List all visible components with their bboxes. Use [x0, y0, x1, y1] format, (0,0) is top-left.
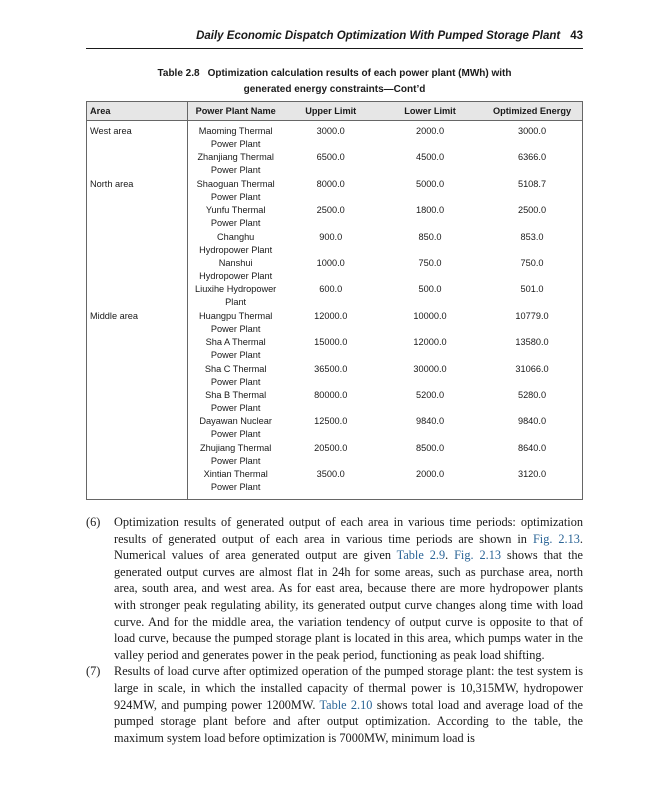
cell-optimized-energy: 5280.0 [517, 389, 547, 400]
plant-name-line: Hydropower Plant [199, 244, 273, 255]
cell-optimized-energy: 501.0 [520, 284, 544, 295]
table-row [87, 283, 583, 309]
cell-area [87, 389, 188, 415]
plant-name-line: Power Plant [210, 323, 261, 334]
cross-reference-link[interactable]: Table 2.9 [396, 548, 446, 563]
table-caption-line1: Optimization calculation results of each power plant (MWh) with [207, 68, 512, 79]
cell-plant-name [187, 389, 283, 415]
text-segment: shows that the generated output curves are almost flat in 24h for some areas, such as purchase area, north area, south area, and west area. As for east area, because there are more hydropower plants with stronger peak regulating ability, its generated output curve changes along time with load curve. And for the middle area, the variation tendency of output curve is opposite to that of load curve, because the pumped storage plant is located in this area, which pumps water in the valley period and generates power in the peak period, functioning as peak load shifting. [114, 548, 583, 662]
text-segment: Optimization results of generated output of each area in various time periods: optimization results of generated output of each area in various time periods are shown in [114, 515, 583, 546]
cell-plant-name [187, 178, 283, 204]
cell-area [87, 415, 188, 441]
table-row [87, 389, 583, 415]
cell-area: Middle area [87, 310, 188, 336]
cell-optimized-energy: 8640.0 [517, 442, 547, 453]
paragraph-text [114, 514, 583, 663]
plant-name-line: Liuxihe Hydropower [195, 284, 277, 295]
cell-area [87, 204, 188, 230]
table-row [87, 415, 583, 441]
plant-name-line: Huangpu Thermal [198, 310, 273, 321]
cell-area [87, 442, 188, 468]
body-text [86, 514, 583, 746]
cross-reference-link[interactable]: Fig. 2.13 [532, 531, 580, 546]
plant-name-line: Power Plant [210, 350, 261, 361]
plant-name-line: Power Plant [210, 191, 261, 202]
table-row [87, 178, 583, 204]
cell-upper-limit: 80000.0 [314, 389, 348, 400]
cell-area [87, 468, 188, 500]
plant-name-line: Zhujiang Thermal [199, 442, 272, 453]
cell-area [87, 283, 188, 309]
table-row [87, 310, 583, 336]
cell-lower-limit: 12000.0 [413, 337, 447, 348]
plant-name-line: Dayawan Nuclear [199, 416, 272, 427]
plant-name-line: Shaoguan Thermal [196, 178, 275, 189]
cell-optimized-energy: 3000.0 [517, 126, 547, 136]
plant-name-line: Hydropower Plant [199, 270, 273, 281]
col-header-plant-name: Power Plant Name [187, 102, 283, 121]
cell-upper-limit: 1000.0 [316, 257, 345, 268]
plant-name-line: Power Plant [210, 482, 261, 493]
results-table [86, 101, 583, 500]
cell-lower-limit: 30000.0 [413, 363, 447, 374]
running-head [86, 30, 583, 42]
text-segment: . [445, 548, 455, 563]
cell-plant-name [187, 415, 283, 441]
col-header-optimized-energy: Optimized Energy [482, 102, 582, 121]
cell-plant-name [187, 363, 283, 389]
paragraph-number: (6) [86, 515, 101, 529]
text-segment: Results of load curve after optimized operation of the pumped storage plant: the test system is large in scale, in which the installed capacity of thermal power is 10,315MW, hydropower 924MW, and pumping power 1200MW. [114, 664, 583, 712]
cross-reference-link[interactable]: Fig. 2.13 [454, 548, 502, 563]
cell-lower-limit: 850.0 [418, 231, 442, 242]
cell-lower-limit: 2000.0 [415, 469, 445, 480]
cell-optimized-energy: 31066.0 [515, 363, 549, 374]
table-caption [86, 66, 583, 98]
cell-lower-limit: 8500.0 [415, 442, 445, 453]
col-header-upper-limit: Upper Limit [283, 102, 378, 121]
cell-upper-limit: 36500.0 [314, 363, 348, 374]
plant-name-line: Power Plant [210, 165, 261, 176]
table-caption-label: Table 2.8 [157, 68, 200, 79]
cell-plant-name [187, 151, 283, 177]
table-body [87, 121, 583, 500]
cell-plant-name [187, 257, 283, 283]
cell-area [87, 336, 188, 362]
cell-lower-limit: 10000.0 [413, 310, 447, 321]
plant-name-line: Power Plant [210, 429, 261, 440]
cell-lower-limit: 1800.0 [415, 205, 445, 216]
cell-plant-name [187, 310, 283, 336]
plant-name-line: Nanshui [218, 257, 253, 268]
cell-lower-limit: 2000.0 [415, 126, 445, 136]
cell-lower-limit: 9840.0 [415, 416, 445, 427]
table-row [87, 257, 583, 283]
cell-plant-name [187, 121, 283, 152]
cell-upper-limit: 900.0 [319, 231, 343, 242]
plant-name-line: Xintian Thermal [203, 469, 268, 480]
col-header-area: Area [87, 102, 188, 121]
table-row [87, 468, 583, 500]
cell-plant-name [187, 283, 283, 309]
cell-area [87, 257, 188, 283]
cell-optimized-energy: 750.0 [520, 257, 544, 268]
cross-reference-link[interactable]: Table 2.10 [319, 697, 373, 712]
cell-plant-name [187, 336, 283, 362]
plant-name-line: Power Plant [210, 455, 261, 466]
plant-name-line: Sha A Thermal [205, 337, 266, 348]
cell-plant-name [187, 468, 283, 500]
cell-optimized-energy: 853.0 [520, 231, 544, 242]
cell-lower-limit: 5200.0 [415, 389, 445, 400]
cell-upper-limit: 8000.0 [316, 178, 345, 189]
numbered-paragraph [86, 514, 583, 663]
cell-upper-limit: 20500.0 [314, 442, 348, 453]
plant-name-line: Power Plant [210, 139, 261, 149]
table-row [87, 336, 583, 362]
table-header-row [87, 102, 583, 121]
plant-name-line: Power Plant [210, 376, 261, 387]
cell-optimized-energy: 6366.0 [517, 152, 547, 163]
cell-upper-limit: 12000.0 [314, 310, 348, 321]
cell-optimized-energy: 13580.0 [515, 337, 549, 348]
table-row [87, 231, 583, 257]
cell-area: North area [87, 178, 188, 204]
cell-optimized-energy: 2500.0 [517, 205, 547, 216]
running-title: Daily Economic Dispatch Optimization With Pumped Storage Plant [196, 30, 561, 42]
plant-name-line: Yunfu Thermal [205, 205, 266, 216]
cell-plant-name [187, 442, 283, 468]
table-row [87, 442, 583, 468]
table-row [87, 204, 583, 230]
table-caption-line2: generated energy constraints—Cont’d [243, 84, 426, 95]
cell-optimized-energy: 5108.7 [517, 178, 547, 189]
cell-upper-limit: 15000.0 [314, 337, 348, 348]
table-row [87, 151, 583, 177]
paragraph-text [114, 663, 583, 746]
paragraph-number: (7) [86, 664, 101, 679]
cell-area: West area [87, 121, 188, 152]
col-header-lower-limit: Lower Limit [378, 102, 482, 121]
cell-lower-limit: 500.0 [418, 284, 442, 295]
header-rule [86, 48, 583, 49]
cell-upper-limit: 600.0 [319, 284, 343, 295]
text-segment: . Numerical values of area generated output are given [114, 531, 583, 563]
cell-upper-limit: 3500.0 [316, 469, 345, 480]
plant-name-line: Plant [225, 297, 247, 308]
cell-lower-limit: 4500.0 [415, 152, 445, 163]
table-row [87, 363, 583, 389]
cell-area [87, 363, 188, 389]
numbered-paragraph [86, 663, 583, 746]
plant-name-line: Sha B Thermal [205, 389, 267, 400]
page-number: 43 [570, 30, 583, 42]
cell-optimized-energy: 10779.0 [515, 310, 549, 321]
plant-name-line: Power Plant [210, 402, 261, 413]
cell-upper-limit: 6500.0 [316, 152, 345, 163]
cell-plant-name [187, 204, 283, 230]
plant-name-line: Zhanjiang Thermal [197, 152, 274, 163]
cell-optimized-energy: 3120.0 [517, 469, 547, 480]
cell-optimized-energy: 9840.0 [517, 416, 547, 427]
plant-name-line: Power Plant [210, 218, 261, 229]
cell-upper-limit: 12500.0 [314, 416, 348, 427]
plant-name-line: Changhu [217, 231, 255, 242]
cell-upper-limit: 2500.0 [316, 205, 345, 216]
plant-name-line: Sha C Thermal [204, 363, 267, 374]
cell-area [87, 231, 188, 257]
text-segment: shows total load and average load of the pumped storage plant before and after output optimization. According to the table, the maximum system load before optimization is 7000MW, minimum load is [114, 697, 583, 745]
cell-lower-limit: 750.0 [418, 257, 442, 268]
plant-name-line: Maoming Thermal [198, 126, 273, 136]
table-row [87, 121, 583, 152]
cell-lower-limit: 5000.0 [415, 178, 445, 189]
cell-area [87, 151, 188, 177]
cell-plant-name [187, 231, 283, 257]
cell-upper-limit: 3000.0 [316, 126, 345, 136]
